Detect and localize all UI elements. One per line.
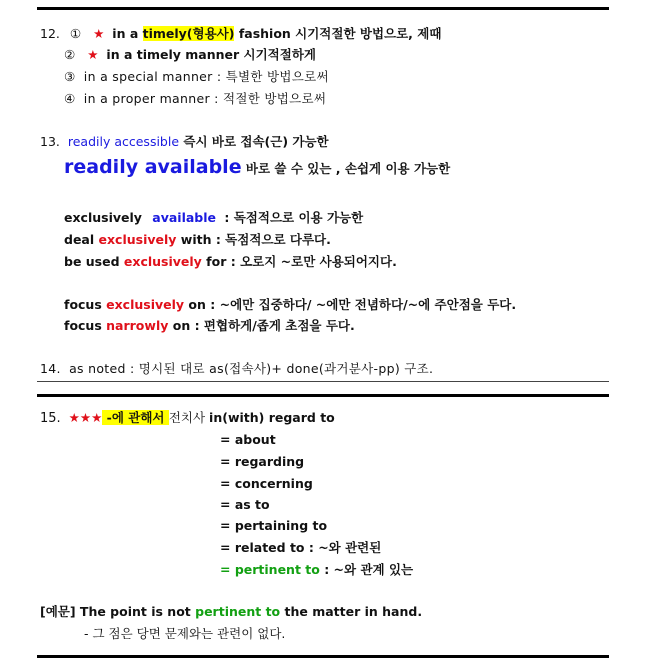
phrase-prefix: in a [112, 26, 143, 41]
text: exclusively [64, 210, 147, 225]
synonym-line: = related to : ~와 관련된 [220, 540, 382, 555]
text: deal [64, 232, 99, 247]
item-number: 13. [40, 134, 60, 149]
text: the matter in hand. [280, 604, 423, 619]
item-15-heading [40, 410, 335, 427]
item-number: 12. [40, 26, 60, 41]
phrase-meaning: 바로 쓸 수 있는 , 손쉽게 이용 가능한 [241, 161, 451, 176]
text-red: exclusively [106, 297, 185, 312]
item-13-subheading [64, 156, 450, 180]
synonym-line: = pertaining to [220, 518, 328, 533]
example-line [64, 210, 363, 226]
example-label: [예문] [40, 604, 76, 619]
synonym-line: = regarding [220, 454, 305, 469]
circled-number: ④ [64, 91, 76, 106]
bottom-rule [37, 655, 609, 658]
text: 전치사 [168, 410, 210, 425]
item-12-line-1 [40, 26, 441, 42]
item-number: 14. [40, 361, 61, 376]
synonym-line [220, 562, 413, 578]
text: be used [64, 254, 124, 269]
item-13-heading [40, 134, 329, 150]
phrase-meaning: 즉시 바로 접속(근) 가능한 [179, 134, 329, 149]
top-rule [37, 7, 609, 10]
section-rule [37, 394, 609, 397]
text: focus [64, 297, 107, 312]
text: focus [64, 318, 107, 333]
circled-number: ① [69, 26, 82, 41]
phrase: as noted : 명시된 대로 as(접속사)+ done(과거분사-pp) 구조. [69, 361, 434, 376]
phrase: in a proper manner : 적절한 방법으로써 [83, 91, 327, 106]
circled-number: ③ [64, 69, 76, 84]
phrase-suffix: fashion 시기적절한 방법으로, 제때 [234, 26, 442, 41]
phrase-blue: readily accessible [67, 134, 180, 149]
highlighted-word: timely(형용사) [142, 26, 235, 41]
text: on : 편협하게/좁게 초점을 두다. [168, 318, 355, 333]
item-12-line-2 [64, 47, 316, 63]
phrase: in a special manner : 특별한 방법으로써 [83, 69, 329, 84]
text-green: pertinent to [195, 604, 281, 619]
text-green: = pertinent to [220, 562, 320, 577]
text: : ~와 관계 있는 [319, 562, 414, 577]
item-number: 15. [40, 411, 61, 426]
divider [37, 381, 609, 382]
text: The point is not [75, 604, 196, 619]
text: for : 오로지 ~로만 사용되어지다. [201, 254, 397, 269]
text-red: exclusively [123, 254, 202, 269]
example-sentence [40, 604, 422, 620]
star-icon: ★ [93, 26, 105, 41]
synonym-line: = about [220, 432, 276, 447]
synonym-line: = as to [220, 497, 270, 512]
text-red: exclusively [98, 232, 177, 247]
example-translation: - 그 점은 당면 문제와는 관련이 없다. [84, 626, 286, 641]
star-icon: ★ [87, 47, 99, 62]
text: : 독점적으로 이용 가능한 [220, 210, 364, 225]
phrase-big: readily available [64, 156, 242, 178]
stars-icon: ★★★ [68, 410, 103, 425]
example-line [64, 297, 516, 313]
phrase: in a timely manner 시기적절하게 [106, 47, 316, 62]
highlighted-meaning: -에 관해서 [102, 410, 169, 425]
text: with : 독점적으로 다루다. [176, 232, 331, 247]
text-red: narrowly [106, 318, 169, 333]
example-line [64, 232, 331, 248]
item-12-line-4 [64, 91, 326, 107]
example-line [64, 318, 355, 334]
text-blue: available [152, 210, 217, 225]
circled-number: ② [64, 47, 76, 62]
example-line [64, 254, 397, 270]
phrase: in(with) regard to [209, 410, 335, 425]
synonym-line: = concerning [220, 476, 313, 491]
text: on : ~에만 집중하다/ ~에만 전념하다/~에 주안점을 두다. [184, 297, 517, 312]
item-14-line [40, 361, 433, 377]
item-12-line-3 [64, 69, 329, 85]
